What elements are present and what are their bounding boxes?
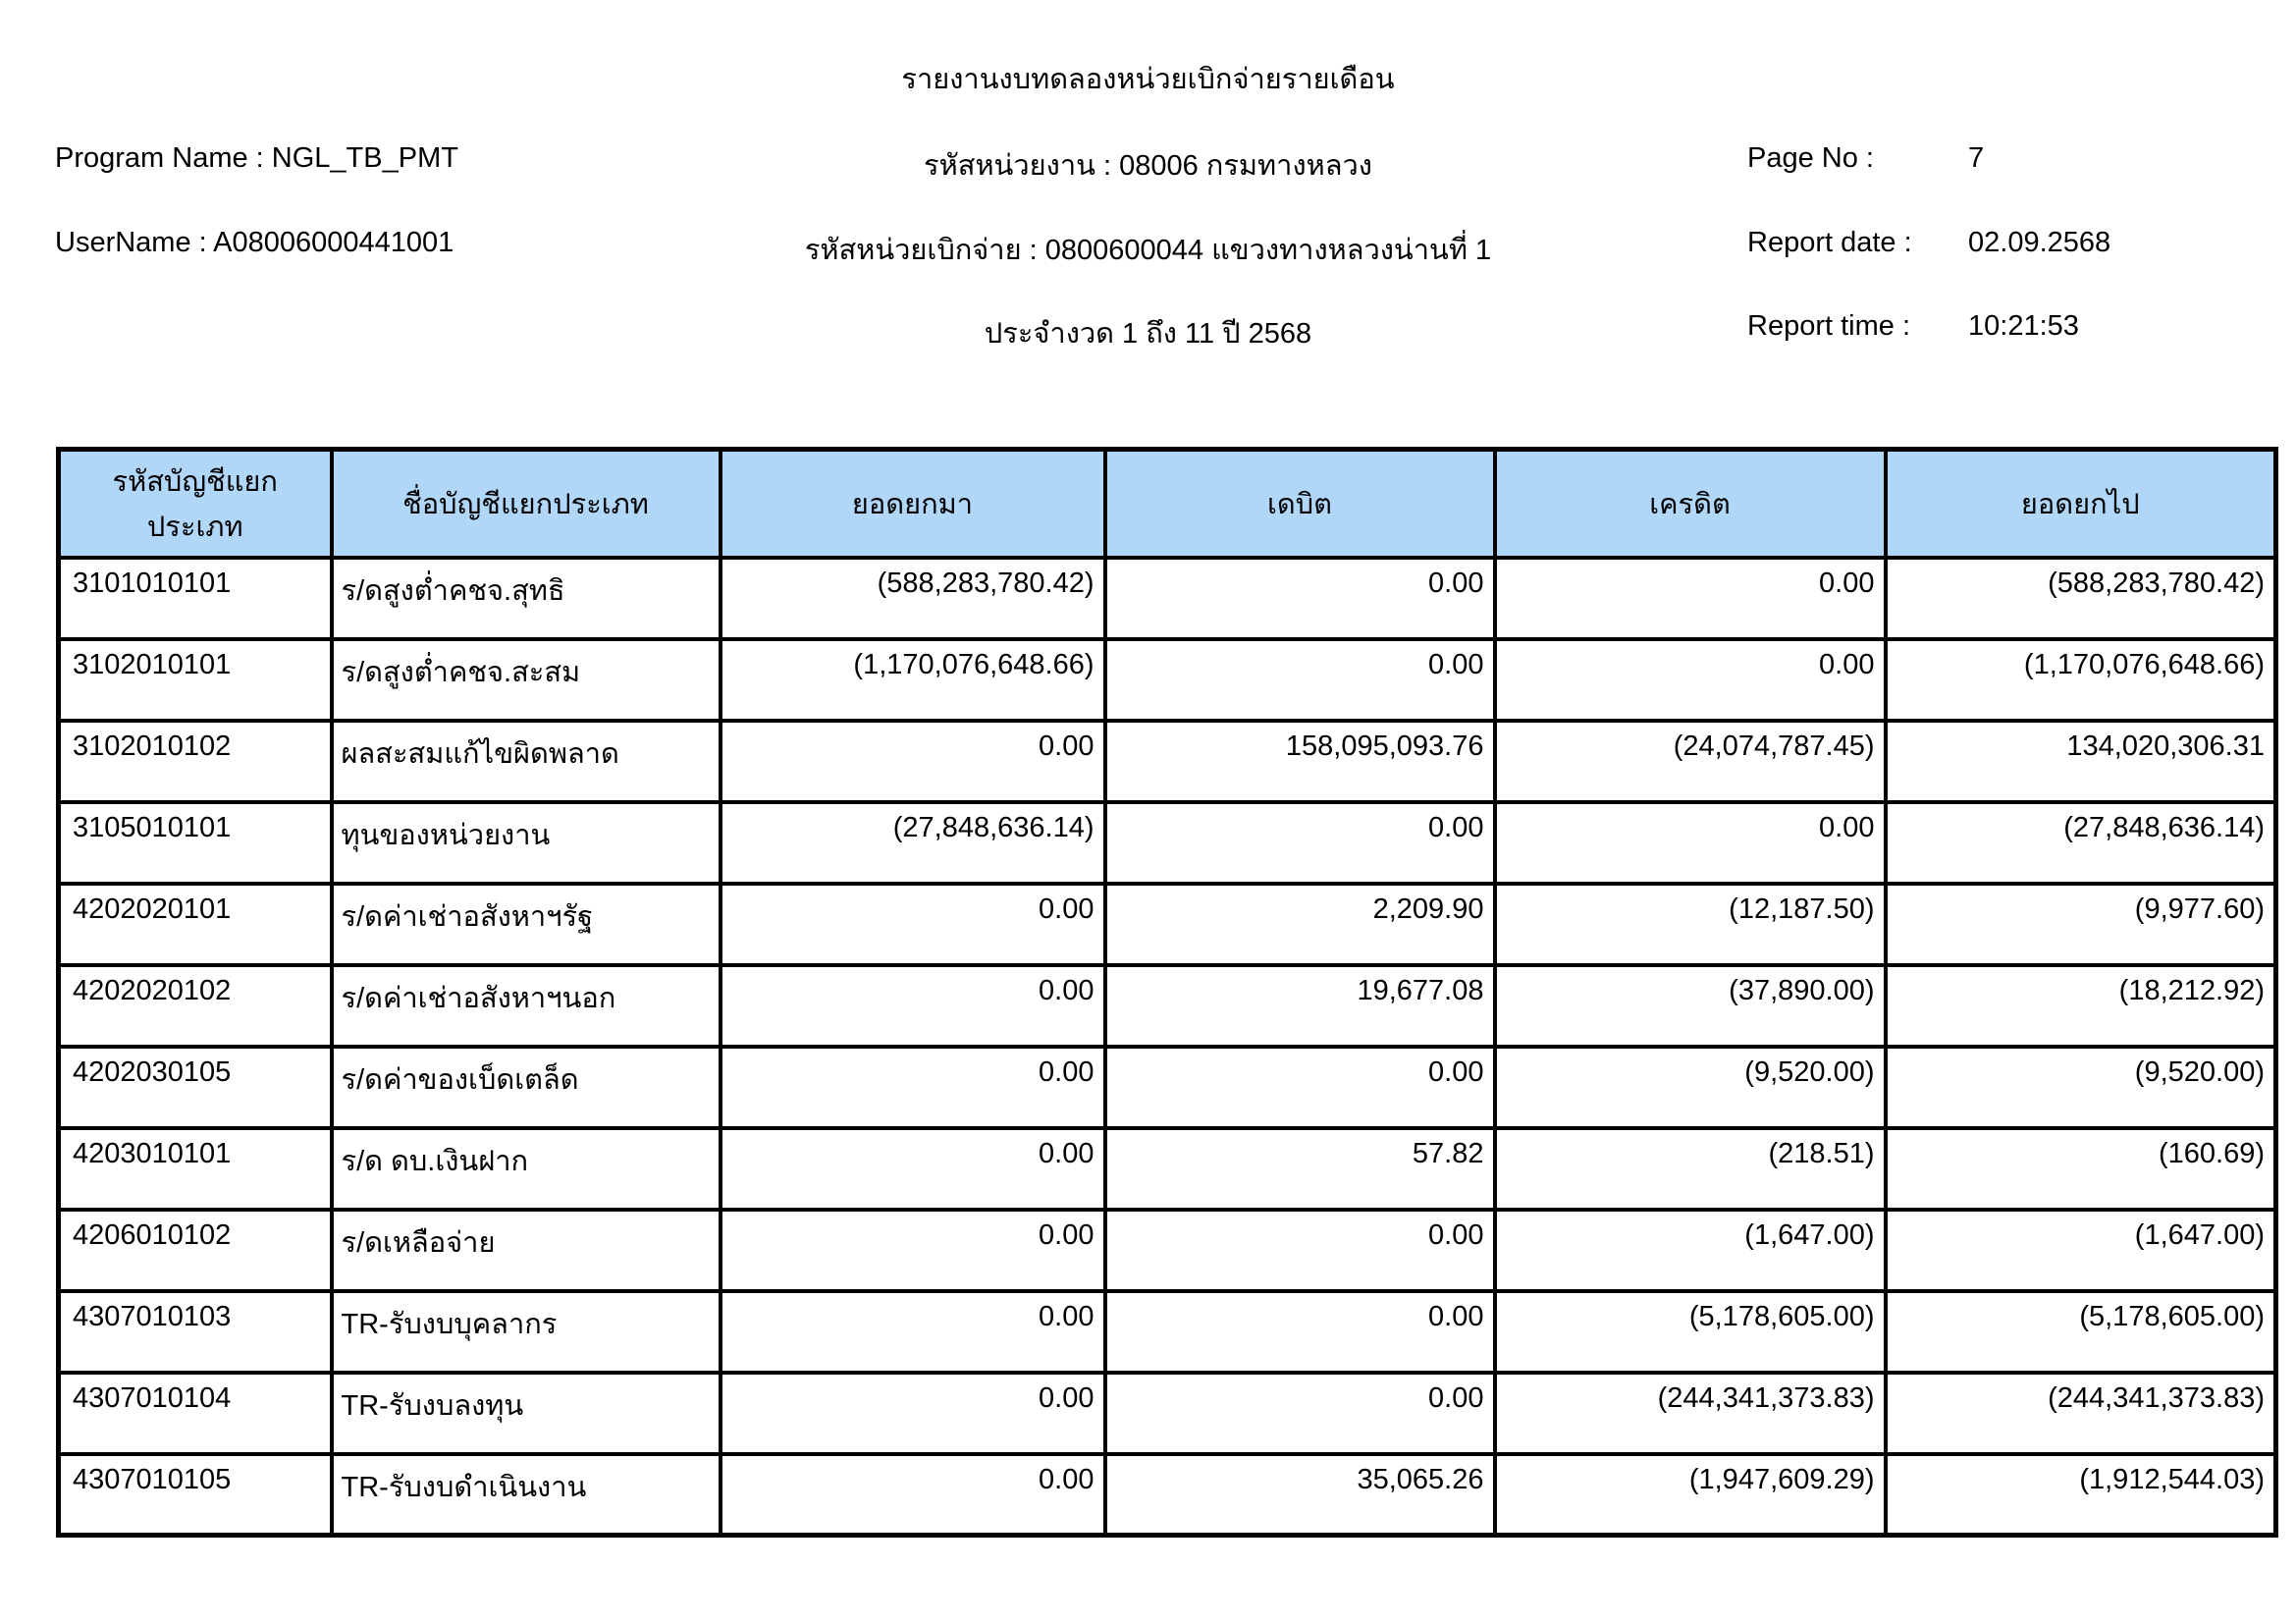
credit-cell: 0.00 <box>1495 802 1886 884</box>
credit-cell: (37,890.00) <box>1495 965 1886 1047</box>
table-row <box>59 1373 2276 1454</box>
account-code-cell: 4203010101 <box>59 1128 332 1210</box>
opening-balance-cell: 0.00 <box>721 721 1105 802</box>
account-name-cell: ร/ดสูงต่ำคชจ.สุทธิ <box>332 558 721 639</box>
report-time-label: Report time : <box>1747 310 1910 342</box>
debit-cell: 0.00 <box>1105 1047 1495 1128</box>
account-code-cell: 4307010104 <box>59 1373 332 1454</box>
column-header-opening-balance: ยอดยกมา <box>721 450 1105 558</box>
account-code-cell: 4202020101 <box>59 884 332 965</box>
account-name-cell: ร/ดค่าเช่าอสังหาฯนอก <box>332 965 721 1047</box>
table-header-row <box>59 450 2276 558</box>
account-name-cell: ร/ด ดบ.เงินฝาก <box>332 1128 721 1210</box>
report-table-body <box>59 558 2276 1536</box>
account-code-cell: 3102010101 <box>59 639 332 721</box>
credit-cell: (12,187.50) <box>1495 884 1886 965</box>
closing-balance-cell: (160.69) <box>1886 1128 2276 1210</box>
column-header-account-code: รหัสบัญชีแยกประเภท <box>59 450 332 558</box>
opening-balance-cell: (27,848,636.14) <box>721 802 1105 884</box>
debit-cell: 19,677.08 <box>1105 965 1495 1047</box>
closing-balance-cell: (1,170,076,648.66) <box>1886 639 2276 721</box>
period-line: ประจำงวด 1 ถึง 11 ปี 2568 <box>984 318 1312 350</box>
page-title: รายงานงบทดลองหน่วยเบิกจ่ายรายเดือน <box>901 64 1395 95</box>
account-name-cell: TR-รับงบลงทุน <box>332 1373 721 1454</box>
table-row <box>59 802 2276 884</box>
opening-balance-cell: 0.00 <box>721 1373 1105 1454</box>
opening-balance-cell: 0.00 <box>721 1454 1105 1536</box>
credit-cell: (24,074,787.45) <box>1495 721 1886 802</box>
debit-cell: 2,209.90 <box>1105 884 1495 965</box>
debit-cell: 0.00 <box>1105 558 1495 639</box>
account-code-cell: 3101010101 <box>59 558 332 639</box>
credit-cell: 0.00 <box>1495 639 1886 721</box>
opening-balance-cell: (588,283,780.42) <box>721 558 1105 639</box>
account-name-cell: ร/ดเหลือจ่าย <box>332 1210 721 1291</box>
closing-balance-cell: (244,341,373.83) <box>1886 1373 2276 1454</box>
column-header-account-name: ชื่อบัญชีแยกประเภท <box>332 450 721 558</box>
closing-balance-cell: (18,212.92) <box>1886 965 2276 1047</box>
account-name-cell: TR-รับงบบุคลากร <box>332 1291 721 1373</box>
debit-cell: 0.00 <box>1105 639 1495 721</box>
report-time-value: 10:21:53 <box>1968 310 2079 342</box>
closing-balance-cell: (5,178,605.00) <box>1886 1291 2276 1373</box>
account-code-cell: 3105010101 <box>59 802 332 884</box>
column-header-credit: เครดิต <box>1495 450 1886 558</box>
account-name-cell: TR-รับงบดำเนินงาน <box>332 1454 721 1536</box>
account-code-cell: 4202020102 <box>59 965 332 1047</box>
debit-cell: 0.00 <box>1105 802 1495 884</box>
debit-cell: 158,095,093.76 <box>1105 721 1495 802</box>
account-code-cell: 4206010102 <box>59 1210 332 1291</box>
closing-balance-cell: (1,647.00) <box>1886 1210 2276 1291</box>
credit-cell: (218.51) <box>1495 1128 1886 1210</box>
opening-balance-cell: 0.00 <box>721 1047 1105 1128</box>
closing-balance-cell: (588,283,780.42) <box>1886 558 2276 639</box>
opening-balance-cell: 0.00 <box>721 884 1105 965</box>
debit-cell: 35,065.26 <box>1105 1454 1495 1536</box>
table-row <box>59 1291 2276 1373</box>
debit-cell: 57.82 <box>1105 1128 1495 1210</box>
report-date-label: Report date : <box>1747 227 1912 258</box>
credit-cell: (9,520.00) <box>1495 1047 1886 1128</box>
account-code-cell: 3102010102 <box>59 721 332 802</box>
table-row <box>59 1047 2276 1128</box>
page-no-label: Page No : <box>1747 142 1874 174</box>
opening-balance-cell: 0.00 <box>721 1128 1105 1210</box>
account-name-cell: ร/ดสูงต่ำคชจ.สะสม <box>332 639 721 721</box>
credit-cell: (5,178,605.00) <box>1495 1291 1886 1373</box>
opening-balance-cell: 0.00 <box>721 1210 1105 1291</box>
account-code-cell: 4307010103 <box>59 1291 332 1373</box>
opening-balance-cell: 0.00 <box>721 1291 1105 1373</box>
trial-balance-table <box>56 447 2278 1538</box>
account-code-cell: 4202030105 <box>59 1047 332 1128</box>
closing-balance-cell: (1,912,544.03) <box>1886 1454 2276 1536</box>
closing-balance-cell: (27,848,636.14) <box>1886 802 2276 884</box>
agency-code-line: รหัสหน่วยงาน : 08006 กรมทางหลวง <box>924 150 1372 182</box>
username-label: UserName : <box>55 227 207 258</box>
account-name-cell: ผลสะสมแก้ไขผิดพลาด <box>332 721 721 802</box>
column-header-closing-balance: ยอดยกไป <box>1886 450 2276 558</box>
table-row <box>59 1210 2276 1291</box>
debit-cell: 0.00 <box>1105 1373 1495 1454</box>
debit-cell: 0.00 <box>1105 1291 1495 1373</box>
report-date-value: 02.09.2568 <box>1968 227 2111 258</box>
program-name-label: Program Name : <box>55 142 264 174</box>
credit-cell: (244,341,373.83) <box>1495 1373 1886 1454</box>
credit-cell: 0.00 <box>1495 558 1886 639</box>
closing-balance-cell: (9,520.00) <box>1886 1047 2276 1128</box>
disbursement-code-line: รหัสหน่วยเบิกจ่าย : 0800600044 แขวงทางหลวงน่านที่ 1 <box>804 235 1492 266</box>
opening-balance-cell: (1,170,076,648.66) <box>721 639 1105 721</box>
account-name-cell: ร/ดค่าเช่าอสังหาฯรัฐ <box>332 884 721 965</box>
table-row <box>59 1454 2276 1536</box>
credit-cell: (1,647.00) <box>1495 1210 1886 1291</box>
opening-balance-cell: 0.00 <box>721 965 1105 1047</box>
table-row <box>59 965 2276 1047</box>
table-row <box>59 558 2276 639</box>
account-name-cell: ร/ดค่าของเบ็ดเตล็ด <box>332 1047 721 1128</box>
table-row <box>59 884 2276 965</box>
credit-cell: (1,947,609.29) <box>1495 1454 1886 1536</box>
table-row <box>59 639 2276 721</box>
debit-cell: 0.00 <box>1105 1210 1495 1291</box>
closing-balance-cell: (9,977.60) <box>1886 884 2276 965</box>
program-name-value: NGL_TB_PMT <box>271 142 458 174</box>
closing-balance-cell: 134,020,306.31 <box>1886 721 2276 802</box>
table-row <box>59 721 2276 802</box>
column-header-debit: เดบิต <box>1105 450 1495 558</box>
username-value: A08006000441001 <box>213 227 454 258</box>
table-row <box>59 1128 2276 1210</box>
account-name-cell: ทุนของหน่วยงาน <box>332 802 721 884</box>
account-code-cell: 4307010105 <box>59 1454 332 1536</box>
page-no-value: 7 <box>1968 142 1985 174</box>
